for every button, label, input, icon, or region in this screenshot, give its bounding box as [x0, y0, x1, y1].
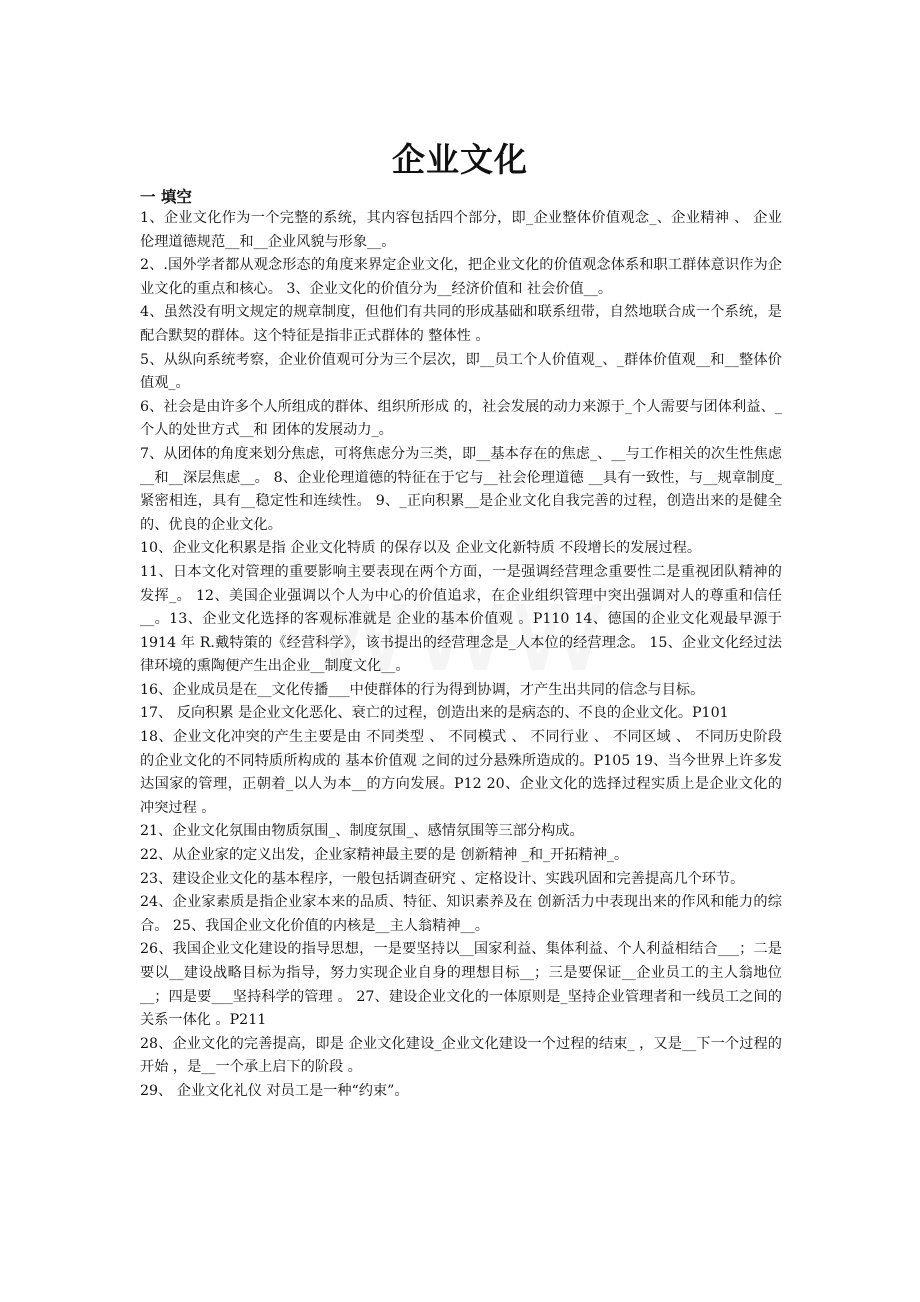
paragraph: 18、企业文化冲突的产生主要是由 不同类型 、 不同模式 、 不同行业 、 不同区域 、 不同历史阶段 的企业文化的不同特质所构成的 基本价值观 之间的过分悬殊所造成的。P105 19、当今世界上许多发达国家的管理，正朝着_以人为本__的方向发展。P12 20、企业文化的选择过程实质上是企业文化的 冲突过程 。: [140, 729, 782, 816]
document-body: [140, 207, 782, 1104]
paragraph: 11、日本文化对管理的重要影响主要表现在两个方面，一是强调经营理念重要性二是重视团队精神的发挥_。 12、美国企业强调以个人为中心的价值追求，在企业组织管理中突出强调对人的尊重和信任__。13、企业文化选择的客观标准就是 企业的基本价值观 。P110 14、德国的企业文化观最早源于 1914 年 R.戴特策的《经营科学》，该书提出的经营理念是_人本位的经营理念。 15、企业文化经过法律环境的熏陶便产生出企业__制度文化__。: [140, 563, 782, 675]
paragraph: 28、企业文化的完善提高，即是 企业文化建设_企业文化建设一个过程的结束_ ，又是__下一个过程的开始 ，是__一个承上启下的阶段 。: [140, 1035, 782, 1076]
paragraph: 6、社会是由许多个人所组成的群体、组织所形成 的，社会发展的动力来源于_个人需要与团体利益、_个人的处世方式__和 团体的发展动力_。: [140, 398, 782, 439]
section-heading: 一 填空: [140, 188, 192, 206]
paragraph: 22、从企业家的定义出发，企业家精神最主要的是 创新精神 _和_开拓精神_。: [140, 847, 629, 864]
paragraph: 23、建设企业文化的基本程序，一般包括调查研究 、定格设计、实践巩固和完善提高几个环节。: [140, 870, 745, 887]
paragraph: 16、企业成员是在__文化传播___中使群体的行为得到协调，才产生出共同的信念与目标。: [140, 681, 705, 698]
paragraph: 26、我国企业文化建设的指导思想，一是要坚持以__国家利益、集体利益、个人利益相结合___；二是要以__建设战略目标为指导，努力实现企业自身的理想目标__；三是要保证__企业员工的主人翁地位__；四是要___坚持科学的管理 。 27、建设企业文化的一体原则是_坚持企业管理者和一线员工之间的关系一体化 。P211: [140, 941, 782, 1029]
paragraph: 29、 企业文化礼仪 对员工是一种“约束”。: [140, 1082, 409, 1099]
paragraph: 5、从纵向系统考察，企业价值观可分为三个层次，即__员工个人价值观_、_群体价值观__和__整体价值观_。: [140, 351, 782, 392]
paragraph: 4、虽然没有明文规定的规章制度，但他们有共同的形成基础和联系纽带，自然地联合成一个系统，是配合默契的群体。这个特征是指非正式群体的 整体性 。: [140, 304, 782, 344]
paragraph: 17、 反向积累 是企业文化恶化、衰亡的过程，创造出来的是病态的、不良的企业文化。P101: [140, 705, 729, 722]
document-title: 企业文化: [392, 140, 528, 179]
paragraph: 7、从团体的角度来划分焦虑，可将焦虑分为三类，即__基本存在的焦虑_、__与工作相关的次生性焦虑__和__深层焦虑__。 8、企业伦理道德的特征在于它与__社会伦理道德 __具有一致性，与__规章制度_紧密相连，具有__稳定性和连续性。 9、_正向积累__是企业文化自我完善的过程，创造出来的是健全的、优良的企业文化。: [140, 445, 782, 533]
paragraph: 2、.国外学者都从观念形态的角度来界定企业文化，把企业文化的价值观念体系和职工群体意识作为企业文化的重点和核心。 3、企业文化的价值分为__经济价值和 社会价值__。: [140, 257, 782, 297]
paragraph: 24、企业家素质是指企业家本来的品质、特征、知识素养及在 创新活力中表现出来的作风和能力的综合。 25、我国企业文化价值的内核是__主人翁精神__。: [140, 894, 782, 934]
paragraph: 21、企业文化氛围由物质氛围_、制度氛围_、感情氛围等三部分构成。: [140, 823, 584, 840]
paragraph: 10、企业文化积累是指 企业文化特质 的保存以及 企业文化新特质 不段增长的发展过程。: [140, 540, 702, 557]
paragraph: 1、企业文化作为一个完整的系统，其内容包括四个部分，即_企业整体价值观念_、企业精神 、 企业伦理道德规范__和__企业风貌与形象__。: [140, 210, 782, 250]
